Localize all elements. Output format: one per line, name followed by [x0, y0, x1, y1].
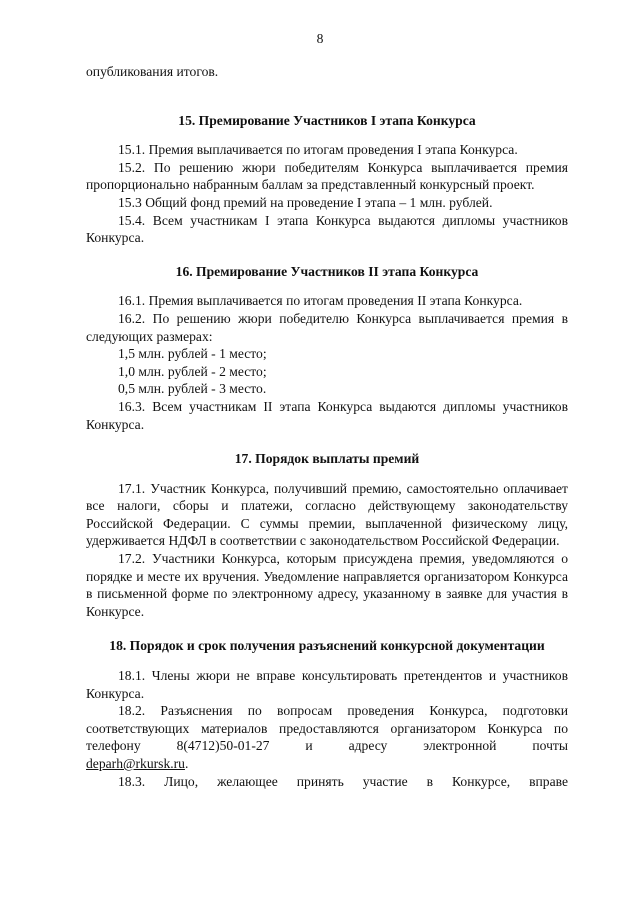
paragraph-18-1: 18.1. Члены жюри не вправе консультировать претендентов и участников Конкурса. — [86, 668, 568, 701]
section-15-body — [86, 141, 568, 247]
paragraph-15-2: 15.2. По решению жюри победителям Конкурса выплачивается премия пропорционально набранным баллам за представленный конкурсный проект. — [86, 159, 568, 193]
section-17-title: 17. Порядок выплаты премий — [234, 451, 420, 467]
paragraph-17-2: 17.2. Участники Конкурса, которым присуждена премия, уведомляются о порядке и месте их вручения. Уведомление направляется организатором Конкурса в письменной форме по электронному адресу, указанному в заявке для участия в Конкурсе. — [86, 551, 568, 619]
prize-item: 1,5 млн. рублей - 1 место; — [118, 346, 267, 362]
email-line — [86, 755, 568, 773]
email-link[interactable]: deparh@rkursk.ru — [86, 756, 185, 771]
section-18-title: 18. Порядок и срок получения разъяснений конкурсной документации — [109, 638, 545, 654]
page-content — [86, 63, 568, 790]
paragraph-17-1: 17.1. Участник Конкурса, получивший премию, самостоятельно оплачивает все налоги, сборы и платежи, согласно действующему законодательству Российской Федерации. С суммы премии, выплаченной физическому лицу, удерживается НДФЛ в соответствии с законодательством Российской Федерации. — [86, 480, 568, 549]
paragraph-16-1: 16.1. Премия выплачивается по итогам проведения II этапа Конкурса. — [118, 293, 523, 309]
paragraph-15-4: 15.4. Всем участникам I этапа Конкурса выдаются дипломы участников Конкурса. — [86, 212, 568, 246]
section-16-body — [86, 292, 568, 433]
page-number: 8 — [316, 31, 324, 46]
section-18-body — [86, 667, 568, 790]
section-17-body — [86, 480, 568, 621]
prize-item: 0,5 млн. рублей - 3 место. — [118, 381, 267, 397]
paragraph-15-1: 15.1. Премия выплачивается по итогам проведения I этапа Конкурса. — [118, 142, 518, 158]
prize-item: 1,0 млн. рублей - 2 место; — [118, 363, 267, 379]
paragraph-16-3: 16.3. Всем участникам II этапа Конкурса выдаются дипломы участников Конкурса. — [86, 398, 568, 432]
paragraph-15-3: 15.3 Общий фонд премий на проведение I этапа – 1 млн. рублей. — [118, 194, 493, 210]
paragraph-16-2: 16.2. По решению жюри победителю Конкурса выплачивается премия в следующих размерах: — [86, 310, 568, 344]
email-tail: . — [184, 756, 189, 771]
section-15-title: 15. Премирование Участников I этапа Конкурса — [178, 112, 476, 128]
paragraph-18-2: 18.2. Разъяснения по вопросам проведения Конкурса, подготовки соответствующих материалов предоставляются организатором Конкурса по телефону 8(4712)50-01-27 и адресу электронной почты — [86, 703, 568, 754]
paragraph-18-3: 18.3. Лицо, желающее принять участие в Конкурсе, вправе — [118, 773, 568, 789]
section-16-title: 16. Премирование Участников II этапа Конкурса — [175, 263, 479, 279]
intro-line: опубликования итогов. — [86, 64, 219, 79]
